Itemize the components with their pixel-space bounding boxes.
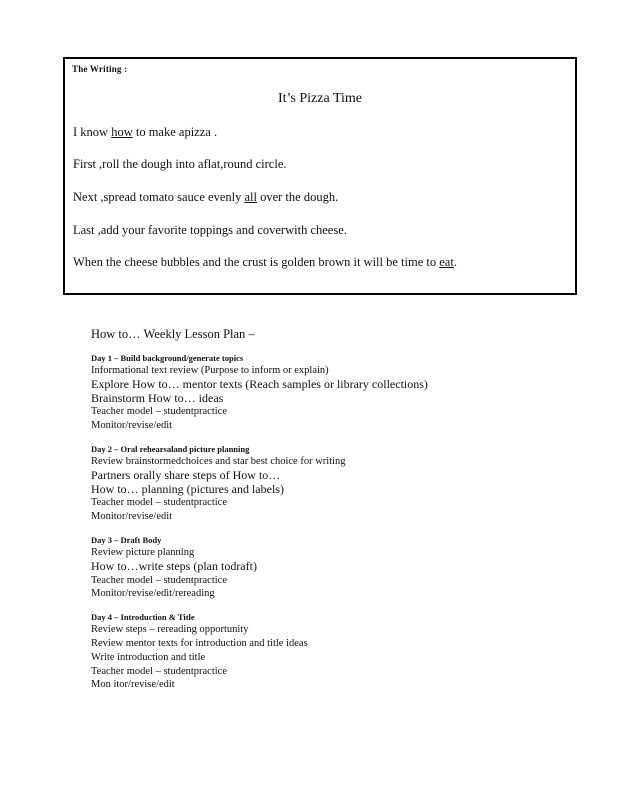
plan-title: How to… Weekly Lesson Plan – <box>91 327 255 341</box>
story-text: Next ,spread tomato sauce evenly <box>73 190 245 204</box>
plan-item: How to…write steps (plan todraft) <box>91 558 257 573</box>
day-section <box>91 352 591 433</box>
story-text: When the cheese bubbles and the crust is golden brown it will be time to <box>73 255 440 269</box>
story-line <box>73 223 347 238</box>
plan-item: Mon itor/revise/edit <box>91 679 175 691</box>
underlined-word: all <box>244 190 257 204</box>
plan-item: Brainstorm How to… ideas <box>91 390 224 405</box>
plan-item: Informational text review (Purpose to inform or explain) <box>91 365 329 376</box>
plan-item: Monitor/revise/edit <box>91 420 173 432</box>
lesson-plan <box>91 327 591 702</box>
day-heading: Day 1 – Build background/generate topics <box>91 353 244 363</box>
story-line <box>73 190 338 205</box>
underlined-word: how <box>111 125 133 139</box>
story-line <box>73 125 217 140</box>
day-heading: Day 2 – Oral rehearsaland picture planning <box>91 443 250 454</box>
day-section <box>91 443 591 524</box>
plan-item: Teacher model – studentpractice <box>91 574 227 586</box>
day-list <box>91 352 591 692</box>
story-text: Last ,add your favorite toppings and coverwith cheese. <box>73 223 347 237</box>
day-heading: Day 3 – Draft Body <box>91 534 162 545</box>
plan-item: Teacher model – studentpractice <box>91 406 227 418</box>
day-section <box>91 534 591 601</box>
story-text: over the dough. <box>256 190 339 204</box>
plan-item: Write introduction and title <box>91 651 206 663</box>
box-label: The Writing : <box>72 64 128 74</box>
story-text: I know <box>73 125 112 139</box>
plan-item: Review steps – rereading opportunity <box>91 624 249 636</box>
story-title: It’s Pizza Time <box>277 91 362 106</box>
plan-item: How to… planning (pictures and labels) <box>91 481 284 496</box>
story-text: to make apizza . <box>132 125 218 139</box>
plan-item: Review mentor texts for introduction and title ideas <box>91 637 308 649</box>
underlined-word: eat <box>439 255 454 269</box>
plan-item: Review brainstormedchoices and star best choice for writing <box>91 455 346 467</box>
story-line <box>73 255 457 270</box>
writing-sample-box <box>63 57 577 295</box>
story-text: . <box>453 255 457 269</box>
day-section <box>91 611 591 692</box>
plan-item: Review picture planning <box>91 546 195 558</box>
story-text: First ,roll the dough into aflat,round circle. <box>73 157 287 171</box>
plan-item: Partners orally share steps of How to… <box>91 467 281 482</box>
story-line <box>73 157 287 172</box>
plan-item: Monitor/revise/edit <box>91 511 173 523</box>
plan-item: Teacher model – studentpractice <box>91 497 227 509</box>
plan-item: Monitor/revise/edit/rereading <box>91 588 215 600</box>
plan-item: Teacher model – studentpractice <box>91 665 227 677</box>
plan-item: Explore How to… mentor texts (Reach samples or library collections) <box>91 376 428 391</box>
day-heading: Day 4 – Introduction & Title <box>91 612 195 623</box>
